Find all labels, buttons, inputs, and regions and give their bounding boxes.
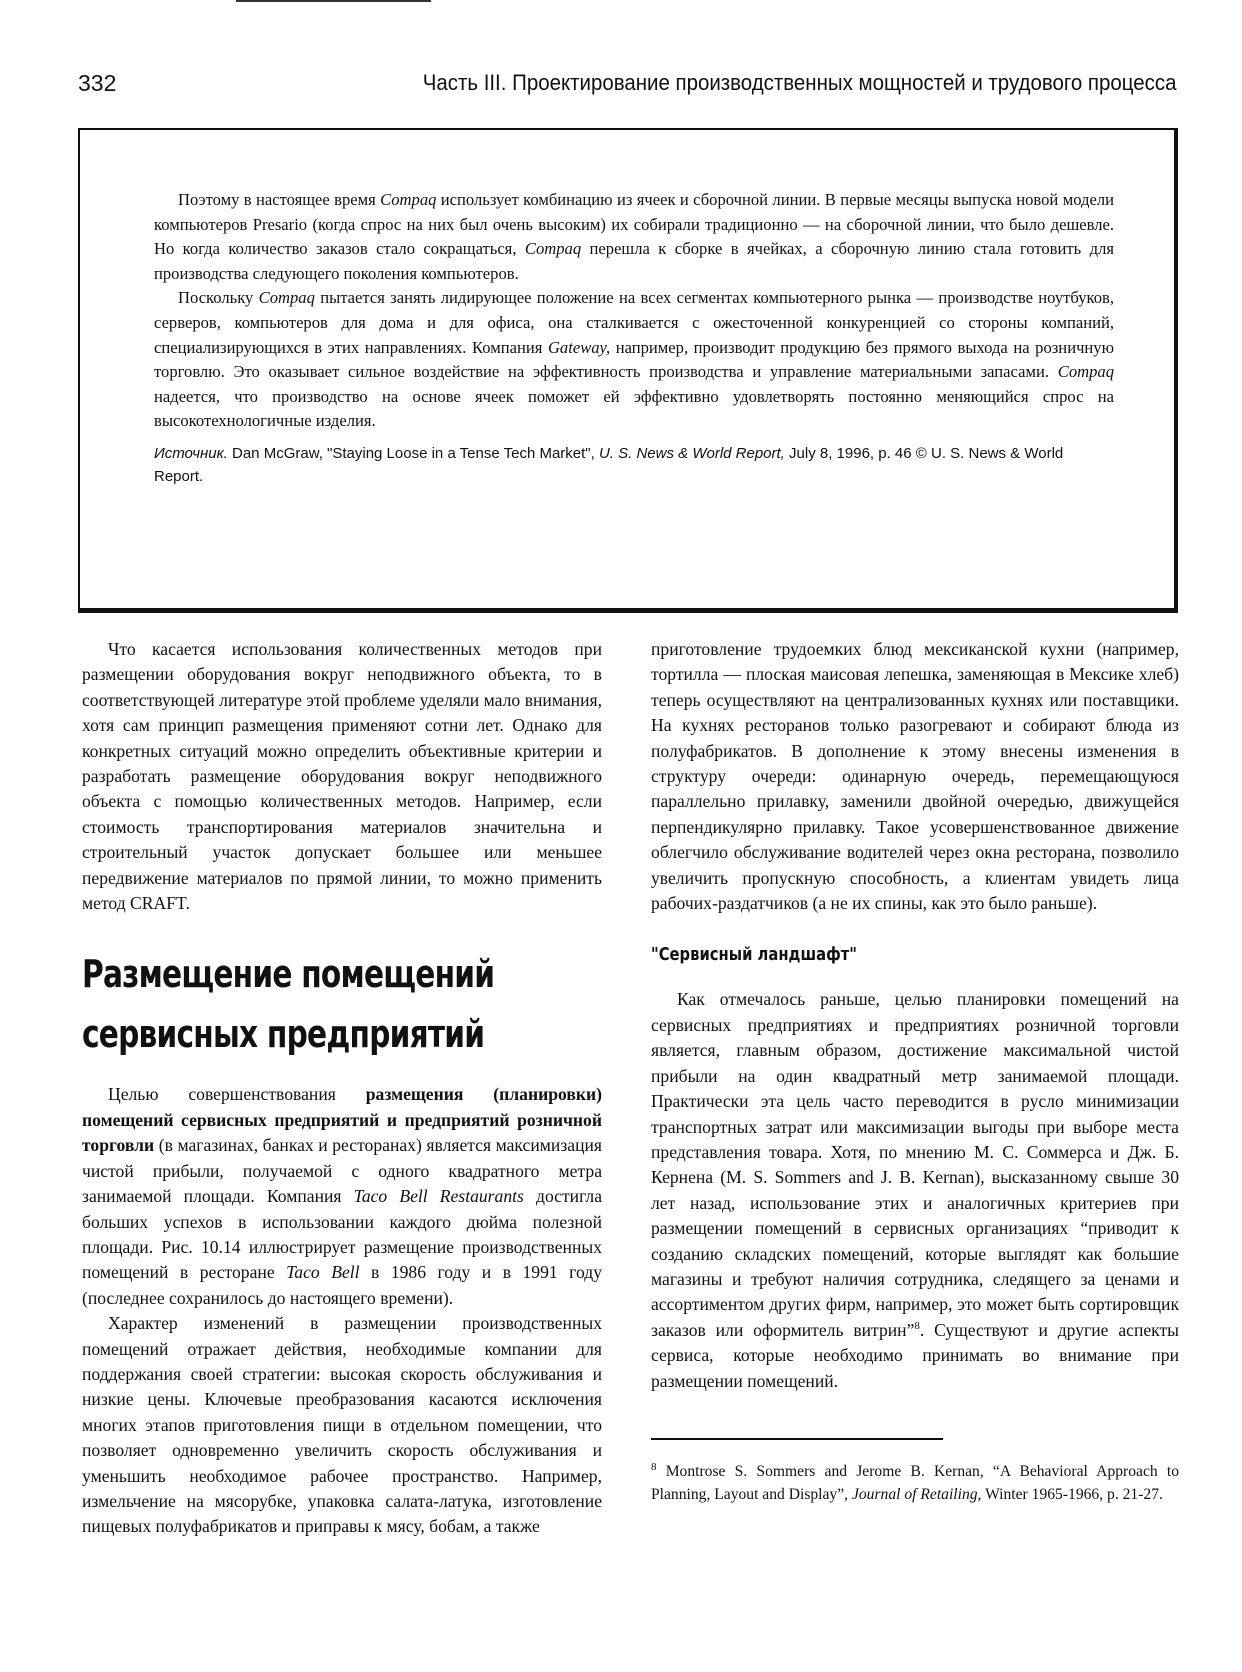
section-heading: Размещение помещений сервисных предприятий xyxy=(82,952,495,1057)
case-paragraph-1: Поэтому в настоящее время Compaq использует комбинацию из ячеек и сборочной линии. В первые месяцы выпуска новой модели компьютеров Presario (когда спрос на них был очень высоким) их собирали традиционно — на сборочной линии, что было дешевле. Но когда количество заказов стало сокращаться, Compaq перешла к сборке в ячейках, а сборочную линию стала готовить для производства следующего поколения компьютеров. xyxy=(154,190,1114,283)
header-rule xyxy=(236,0,431,2)
footnote: $^8$ Montrose S. Sommers and Jerome B. Kernan, “A Behavioral Approach to Planning, Layout and Display”, Journal of Retailing, Winter 1965-1966, p. 21-27. xyxy=(651,1460,1179,1504)
left-column xyxy=(82,637,602,1540)
body-paragraph-1: Целью совершенствования размещения (планировки) помещений сервисных предприятий и предприятий розничной торговли (в магазинах, банках и ресторанах) является максимизация чистой прибыли, получаемой с одного квадратного метра занимаемой площади. Компания Taco Bell Restaurants достигла больших успехов в использовании каждого дюйма полезной площади. Рис. 10.14 иллюстрирует размещение производственных помещений в ресторане Taco Bell в 1986 году и в 1991 году (последнее сохранилось до настоящего времени). xyxy=(82,1084,603,1308)
case-paragraph-2: Поскольку Compaq пытается занять лидирующее положение на всех сегментах компьютерного рынка — производстве ноутбуков, серверов, компьютеров для дома и для офиса, она сталкивается с ожесточенной конкуренцией со стороны компаний, специализирующихся в этих направлениях. Компания Gateway, например, производит продукцию без прямого выхода на розничную торговлю. Это оказывает сильное воздействие на эффективность производства и управление материальными запасами. Compaq надеется, что производство на основе ячеек поможет ей эффективно удовлетворять постоянно меняющийся спрос на высокотехнологичные изделия. xyxy=(154,288,1114,431)
footnote-rule xyxy=(651,1438,943,1440)
footnote-reference: 8 xyxy=(914,1319,920,1332)
body-paragraph-3: Как отмечалось раньше, целью планировки помещений на сервисных предприятиях и предприятиях розничной торговли является, главным образом, достижение максимальной чистой прибыли на один квадратный метр занимаемой площади. Практически эта цель часто переводится в русло минимизации транспортных затрат или максимизации выгоды при выборе места представления товара. Хотя, по мнению М. С. Соммерса и Дж. Б. Кернена (M. S. Sommers and J. B. Kernan), высказанному свыше 30 лет назад, использование этих и аналогичных критериев при размещении помещений в сервисных организациях “приводит к созданию складских помещений, которые выглядят как большие магазины и требуют наличия сотрудника, следящего за ценами и ассортиментом других фирм, например, это может быть сортировщик заказов или оформитель витрин”$^8$. Существуют и другие аспекты сервиса, которые необходимо принимать во внимание при размещении помещений. xyxy=(651,989,1179,1391)
footnote-number: 8 xyxy=(651,1460,657,1473)
body-paragraph-2: Характер изменений в размещении производственных помещений отражает действия, необходимые компании для поддержания своей стратегии: высокая скорость обслуживания и низкие цены. Ключевые преобразования касаются исключения многих этапов приготовления пищи в отдельном помещении, что позволяет одновременно увеличить скорость обслуживания и уменьшить необходимое рабочее пространство. Например, измельчение на мясорубке, упаковка салата-латука, изготовление пищевых полуфабрикатов и приправы к мясу, бобам, а также xyxy=(82,1313,602,1537)
intro-paragraph: Что касается использования количественных методов при размещении оборудования вокруг неподвижного объекта, то в соответствующей литературе этой проблеме уделяли мало внимания, хотя сам принцип размещения применяют сотни лет. Однако для конкретных ситуаций можно определить объективные критерии и разработать размещение оборудования вокруг неподвижного объекта с помощью количественных методов. Например, если стоимость транспортирования материалов значительна и строительный участок допускает большее или меньшее передвижение материалов по прямой линии, то можно применить метод CRAFT. xyxy=(82,639,602,914)
right-column xyxy=(651,637,1179,1507)
subsection-heading: "Сервисный ландшафт" xyxy=(651,944,857,966)
source-citation: Источник. Dan McGraw, "Staying Loose in a Tense Tech Market", U. S. News & World Report, July 8, 1996, p. 46 © U. S. News & World Report. xyxy=(154,444,1064,485)
page-number: 332 xyxy=(78,70,117,96)
case-study-box xyxy=(78,128,1178,613)
continuation-paragraph: приготовление трудоемких блюд мексиканской кухни (например, тортилла — плоская маисовая лепешка, заменяющая в Мексике хлеб) теперь осуществляют на централизованных кухнях или поставщики. На кухнях ресторанов только разогревают и собирают блюда из полуфабрикатов. В дополнение к этому внесены изменения в структуру очереди: одинарную очередь, перемещающуюся параллельно прилавку, заменили двойной очередью, движущейся перпендикулярно прилавку. Такое усовершенствованное движение облегчило обслуживание водителей через окна ресторана, позволило увеличить пропускную способность, а клиентам увидеть лица рабочих-раздатчиков (а не их спины, как это было раньше). xyxy=(651,639,1179,914)
case-study-content xyxy=(154,188,1114,488)
running-head: Часть III. Проектирование производственных мощностей и трудового процесса xyxy=(422,70,1176,95)
